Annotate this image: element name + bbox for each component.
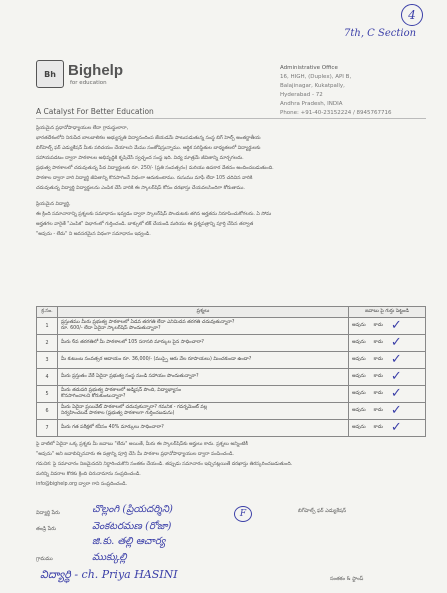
no-option[interactable]: కాదు (373, 374, 383, 379)
no-option[interactable]: కాదు (373, 340, 383, 345)
office-line: Balajinagar, Kukatpally, (280, 83, 345, 89)
row-number: 6 (37, 403, 58, 420)
gender-mark: F (234, 506, 252, 522)
village-value[interactable]: ముక్కుల్లి (92, 552, 127, 563)
answer-cell[interactable] (349, 386, 426, 403)
table-row (37, 318, 426, 335)
office-line: 16, HIGH, (Duplex), API B, (280, 74, 352, 80)
header-question: ప్రశ్నలు (58, 307, 349, 318)
row-number: 4 (37, 369, 58, 386)
yes-option[interactable]: అవును (352, 323, 366, 328)
village-label: గ్రామము (36, 556, 53, 562)
eligibility-table (36, 306, 426, 437)
paragraph-line: మరిన్ని వివరాల కొరకు క్రింది చిరునామాను సంప్రదించండి. (36, 472, 141, 477)
table-row (37, 335, 426, 352)
handwritten-circled-number: 4 (401, 4, 423, 26)
student-name-label: విద్యార్థి పేరు (36, 510, 60, 516)
header-divider (36, 118, 426, 119)
row-number: 5 (37, 386, 58, 403)
question-cell (58, 386, 349, 403)
tagline: A Catalyst For Better Education (36, 107, 154, 116)
question-line: రూ. 600/- లేదా ఏదైనా స్కాలర్‌షిప్ పొందుతున్నారా? (61, 326, 161, 331)
yes-option[interactable]: అవును (352, 374, 366, 379)
paragraph-line: ప్రభుత్వ పాఠశాలలో చదువుతున్న పేద విద్యార్థులకు రూ. 250/- (ప్రతి సంవత్సరం) మరియు ఉపకార వేతనం అందించబడుతుంది. (36, 166, 274, 171)
notes-paragraph (36, 440, 428, 490)
table-header-row (37, 307, 426, 318)
yes-option[interactable]: అవును (352, 391, 366, 396)
table-row (37, 386, 426, 403)
paragraph-line: పై వాటిలో ఏదైనా ఒక్క ప్రశ్నకు మీ జవాబు "లేదు" అయితే, మీరు ఈ స్కాలర్‌షిప్‌కు అర్హులు కాదు. ప్రశ్నలు అన్నింటికీ (36, 442, 248, 447)
paragraph-line: అర్హతగల వారైతే "ఎంపిక" విభాగంలో గుర్తించండి. బాక్సులో టిక్ చేయండి మరియు ఈ ప్రశ్నపత్రాన్ని పూర్తి చేసిన తర్వాత (36, 222, 254, 227)
question-line: మీ కుటుంబ సంవత్సర ఆదాయం రూ. 36,000/- (ముప్పై ఆరు వేల రూపాయలు) మించకుండా ఉందా? (61, 357, 252, 362)
question-cell (58, 352, 349, 369)
question-line: కొనసాగించాలని కోరుకుంటున్నారా? (61, 394, 126, 399)
check-mark-icon: ✓ (390, 352, 402, 367)
yes-option[interactable]: అవును (352, 340, 366, 345)
header-serial: క్ర.సం. (37, 307, 58, 318)
question-cell (58, 369, 349, 386)
organisation-signature-label: బిగ్‌హెల్ప్ ఫర్ ఎడ్యుకేషన్ (298, 508, 347, 514)
brand-name: Bighelp (68, 62, 123, 79)
answer-cell[interactable] (349, 420, 426, 437)
check-mark-icon: ✓ (390, 386, 402, 401)
intro-paragraph (36, 124, 428, 194)
question-line: మీరు 6వ తరగతిలో మీ పాఠశాలలో 105 సరాసరి మార్కుల పైన సాధించారా? (61, 340, 204, 345)
answer-cell[interactable] (349, 369, 426, 386)
question-line: మీరు తదుపరి ప్రభుత్వ పాఠశాలలో అడ్మిషన్ పొంది, విద్యాభ్యాసం (61, 388, 182, 393)
table-row (37, 352, 426, 369)
handwritten-class-note: 7th, C Section (344, 28, 417, 39)
paragraph-line: పాఠశాల ద్వారా వారి విద్యార్థి జీవితాన్ని కొనసాగించే విధంగా ఆదుకుంటాము. రుసుము మాఫీ లేదా 105 చదివిన వారికి (36, 176, 253, 181)
paragraph-line: బిగ్‌హెల్ప్ ఫర్ ఎడ్యుకేషన్ మీకు పరిచయం చేయాలని మేము సంతోషిస్తున్నాము. ఆర్థిక పరిస్థితుల బాధ్యతలలో విద్యార్థులకు (36, 146, 261, 151)
instructions-paragraph (36, 200, 428, 240)
answer-cell[interactable] (349, 318, 426, 335)
question-line: నిర్వహించబడే పాఠశాల (ప్రభుత్వ పాఠశాలగా గుర్తించబడును) (61, 411, 175, 416)
check-mark-icon: ✓ (390, 335, 402, 350)
question-line: ప్రస్తుతము మీరు ప్రభుత్వ పాఠశాలలో ఏడవ తరగతి లేదా ఎనిమిదవ తరగతి చదువుతున్నారా? (61, 320, 235, 325)
check-mark-icon: ✓ (390, 403, 402, 418)
answer-cell[interactable] (349, 335, 426, 352)
question-cell (58, 335, 349, 352)
table-row (37, 420, 426, 437)
paragraph-line: గమనిక: పై సమాచారం నిజమైనదని నిర్ధారించుకొని సంతకం చేయండి. తప్పుడు సమాచారం ఇచ్చినట్లయితే దరఖాస్తు తిరస్కరించబడుతుంది. (36, 462, 293, 467)
no-option[interactable]: కాదు (373, 323, 383, 328)
row-number: 2 (37, 335, 58, 352)
check-mark-icon: ✓ (390, 369, 402, 384)
signature-stamp-label: సంతకం & స్టాంప్ (330, 576, 364, 582)
table-row (37, 403, 426, 420)
no-option[interactable]: కాదు (373, 391, 383, 396)
no-option[interactable]: కాదు (373, 357, 383, 362)
yes-option[interactable]: అవును (352, 425, 366, 430)
table-row (37, 369, 426, 386)
paragraph-line: చదువుతున్న విద్యార్థి విద్యార్థులను ఎంపిక చేసే వారికి ఈ స్కాలర్‌షిప్ కోసం దరఖాస్తు చేయవలసిందిగా కోరుతాము. (36, 186, 245, 191)
office-phone: Phone: +91-40-23152224 / 8945767716 (280, 110, 392, 116)
no-option[interactable]: కాదు (373, 408, 383, 413)
question-cell (58, 318, 349, 335)
father-name-value[interactable]: వెంకటరమణ (రోజా) (92, 521, 172, 532)
paragraph-line: "అవును" అని జవాబిచ్చినవారు ఈ పత్రాన్ని పూర్తి చేసి మీ పాఠశాల ప్రధానోపాధ్యాయుల ద్వారా పంపించండి. (36, 452, 234, 457)
office-address (280, 64, 428, 118)
question-cell (58, 420, 349, 437)
bighelp-logo-icon: Bh (36, 60, 64, 88)
office-line: Hyderabad - 72 (280, 92, 323, 98)
salutation: ప్రియమైన ప్రధానోపాధ్యాయుల లేదా గ్రామస్థులారా, (36, 126, 129, 131)
student-name-value[interactable]: చొల్లంగి (ప్రియదర్శిని) (92, 504, 173, 515)
paragraph-line: సహాయపడటం ద్వారా పాఠశాలల అభివృద్ధికి కృషిచేసే స్వచ్ఛంద సంస్థ ఇది. విద్య మాత్రమే జీవితాన్ని మార్చగలదు. (36, 156, 244, 161)
office-title: Administrative Office (280, 65, 338, 71)
paragraph-line: భారతదేశంలోని నిరుపేద బాలబాలికల అభ్యున్నతి విద్యానందింప జేయడమే పాటుపడుతున్న సంస్థ బిగ్ హెల్ప్ అంతర్జాతీయ (36, 136, 261, 141)
office-line: Andhra Pradesh, INDIA (280, 101, 343, 107)
father-name-label: తండ్రి పేరు (36, 526, 56, 532)
address-value[interactable]: జి.కు. తల్లి ఆచార్య (92, 536, 166, 547)
header-answer: జవాబు పై గుర్తు పెట్టండి (349, 307, 426, 318)
salutation-student: ప్రియమైన విద్యార్థి, (36, 202, 71, 207)
yes-option[interactable]: అవును (352, 357, 366, 362)
question-cell (58, 403, 349, 420)
question-line: మీరు ఏదైనా ప్రయివేట్ పాఠశాలలో చదువుకున్నారా? గమనిక - గవర్నమెంట్ వల్ల (61, 405, 208, 410)
paragraph-line: "అవును - లేదు" ని అవసరమైన విధంగా సమాధానం ఇవ్వండి. (36, 232, 151, 237)
answer-cell[interactable] (349, 403, 426, 420)
row-number: 3 (37, 352, 58, 369)
student-signature: విద్యార్థి - ch. Priya HASINI (40, 568, 178, 581)
brand-subtitle: for education (70, 80, 107, 86)
check-mark-icon: ✓ (390, 318, 402, 333)
row-number: 7 (37, 420, 58, 437)
no-option[interactable]: కాదు (373, 425, 383, 430)
check-mark-icon: ✓ (390, 420, 402, 435)
row-number: 1 (37, 318, 58, 335)
yes-option[interactable]: అవును (352, 408, 366, 413)
paragraph-line: ఈ క్రింది సమాచారాన్ని ప్రశ్నలకు సమాధానం ఇవ్వడం ద్వారా స్కాలర్‌షిప్ పొందుటకు తగిన అర్హతను నిరూపించుకోగలరు. ఏ సోమ (36, 212, 272, 217)
paragraph-line: info@bighelp.org ద్వారా గాని సంప్రదించండి. (36, 482, 128, 487)
answer-cell[interactable] (349, 352, 426, 369)
question-line: మీరు గత పరీక్షలో కనీసం 40% మార్కులు సాధించారా? (61, 425, 164, 430)
question-line: మీరు ప్రస్తుతం వేరే ఏదైనా ప్రభుత్వ సంస్థ నుండి సహాయం పొందుతున్నారా? (61, 374, 199, 379)
